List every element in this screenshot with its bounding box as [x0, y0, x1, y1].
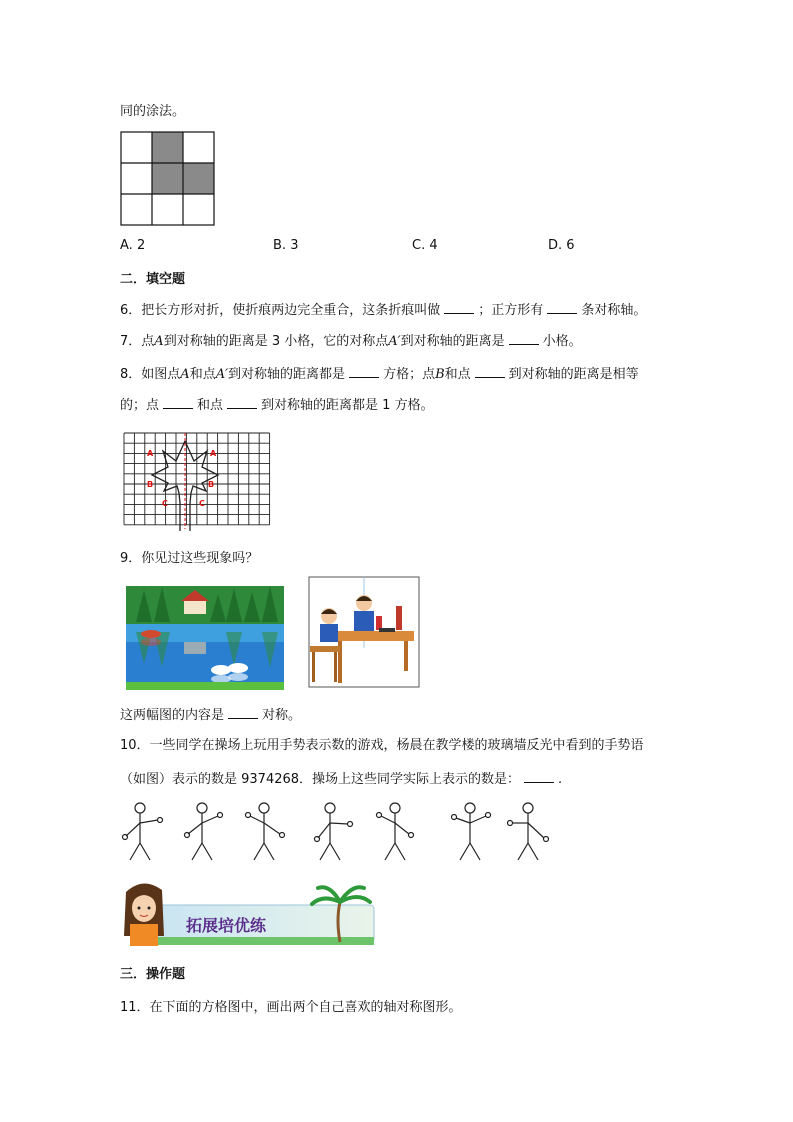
- shaded-cell: [152, 132, 183, 163]
- house: [184, 600, 206, 614]
- shaded-cell: [183, 163, 214, 194]
- label-b-left: B: [147, 480, 154, 489]
- question-7: 7．点A到对称轴的距离是 3 小格，它的对称点A′到对称轴的距离是 小格。: [120, 331, 582, 352]
- answer-blank[interactable]: [444, 300, 474, 314]
- question-11: 11．在下面的方格图中，画出两个自己喜欢的轴对称图形。: [120, 1000, 462, 1015]
- question-8-line-2: 的；点 和点 到对称轴的距离都是 1 方格。: [120, 395, 434, 416]
- stick-figure: [246, 803, 285, 860]
- label-a-left: A: [147, 449, 154, 458]
- answer-blank[interactable]: [163, 395, 193, 409]
- answer-blank[interactable]: [524, 769, 554, 783]
- label-c-left: C: [162, 499, 168, 508]
- banner-title: 拓展培优练: [186, 916, 267, 935]
- answer-blank[interactable]: [547, 300, 577, 314]
- question-6: 6．把长方形对折，使折痕两边完全重合，这条折痕叫做 ；正方形有 条对称轴。: [120, 300, 646, 321]
- bottle: [396, 606, 402, 630]
- label-b-right: B: [208, 480, 215, 489]
- option-a: A. 2: [120, 238, 146, 253]
- label-a-right: A: [210, 449, 217, 458]
- classroom-picture: [304, 576, 420, 688]
- q5-tail-text: 同的涂法。: [120, 104, 186, 119]
- question-10-line-2: （如图）表示的数是 9374268．操场上这些同学实际上表示的数是： .: [120, 769, 562, 790]
- shaded-cell: [152, 163, 183, 194]
- extension-practice-banner: [118, 880, 378, 952]
- question-9-answer: 这两幅图的内容是 对称。: [120, 705, 301, 726]
- leaf-outline-left: [152, 441, 185, 531]
- answer-blank[interactable]: [475, 364, 505, 378]
- chair: [310, 646, 340, 652]
- option-b: B. 3: [273, 238, 299, 253]
- stick-figure: [508, 803, 549, 860]
- answer-blank[interactable]: [228, 705, 258, 719]
- section-3-title: 三．操作题: [120, 967, 186, 982]
- stick-figure: [377, 803, 414, 860]
- section-2-title: 二．填空题: [120, 272, 186, 287]
- question-10-line-1: 10．一些同学在操场上玩用手势表示数的游戏，杨晨在教学楼的玻璃墙反光中看到的手势语: [120, 738, 644, 753]
- option-c: C. 4: [412, 238, 438, 253]
- stick-figure: [315, 803, 353, 860]
- stick-figure: [452, 803, 491, 860]
- answer-blank[interactable]: [227, 395, 257, 409]
- boat: [141, 630, 161, 638]
- stick-figure: [185, 803, 223, 860]
- question-8-line-1: 8．如图点A和点A′到对称轴的距离都是 方格；点B和点 到对称轴的距离是相等: [120, 364, 639, 385]
- lake-reflection-picture: [126, 582, 284, 690]
- option-d: D. 6: [548, 238, 575, 253]
- label-c-right: C: [199, 499, 205, 508]
- desk: [334, 631, 414, 641]
- gesture-figures: [118, 798, 558, 870]
- question-9: 9．你见过这些现象吗？: [120, 551, 259, 566]
- stick-figure: [123, 803, 163, 860]
- swan: [211, 665, 231, 675]
- answer-blank[interactable]: [349, 364, 379, 378]
- answer-blank[interactable]: [509, 331, 539, 345]
- q8-leaf-grid-figure: [122, 431, 272, 531]
- q5-grid-figure: [120, 131, 216, 227]
